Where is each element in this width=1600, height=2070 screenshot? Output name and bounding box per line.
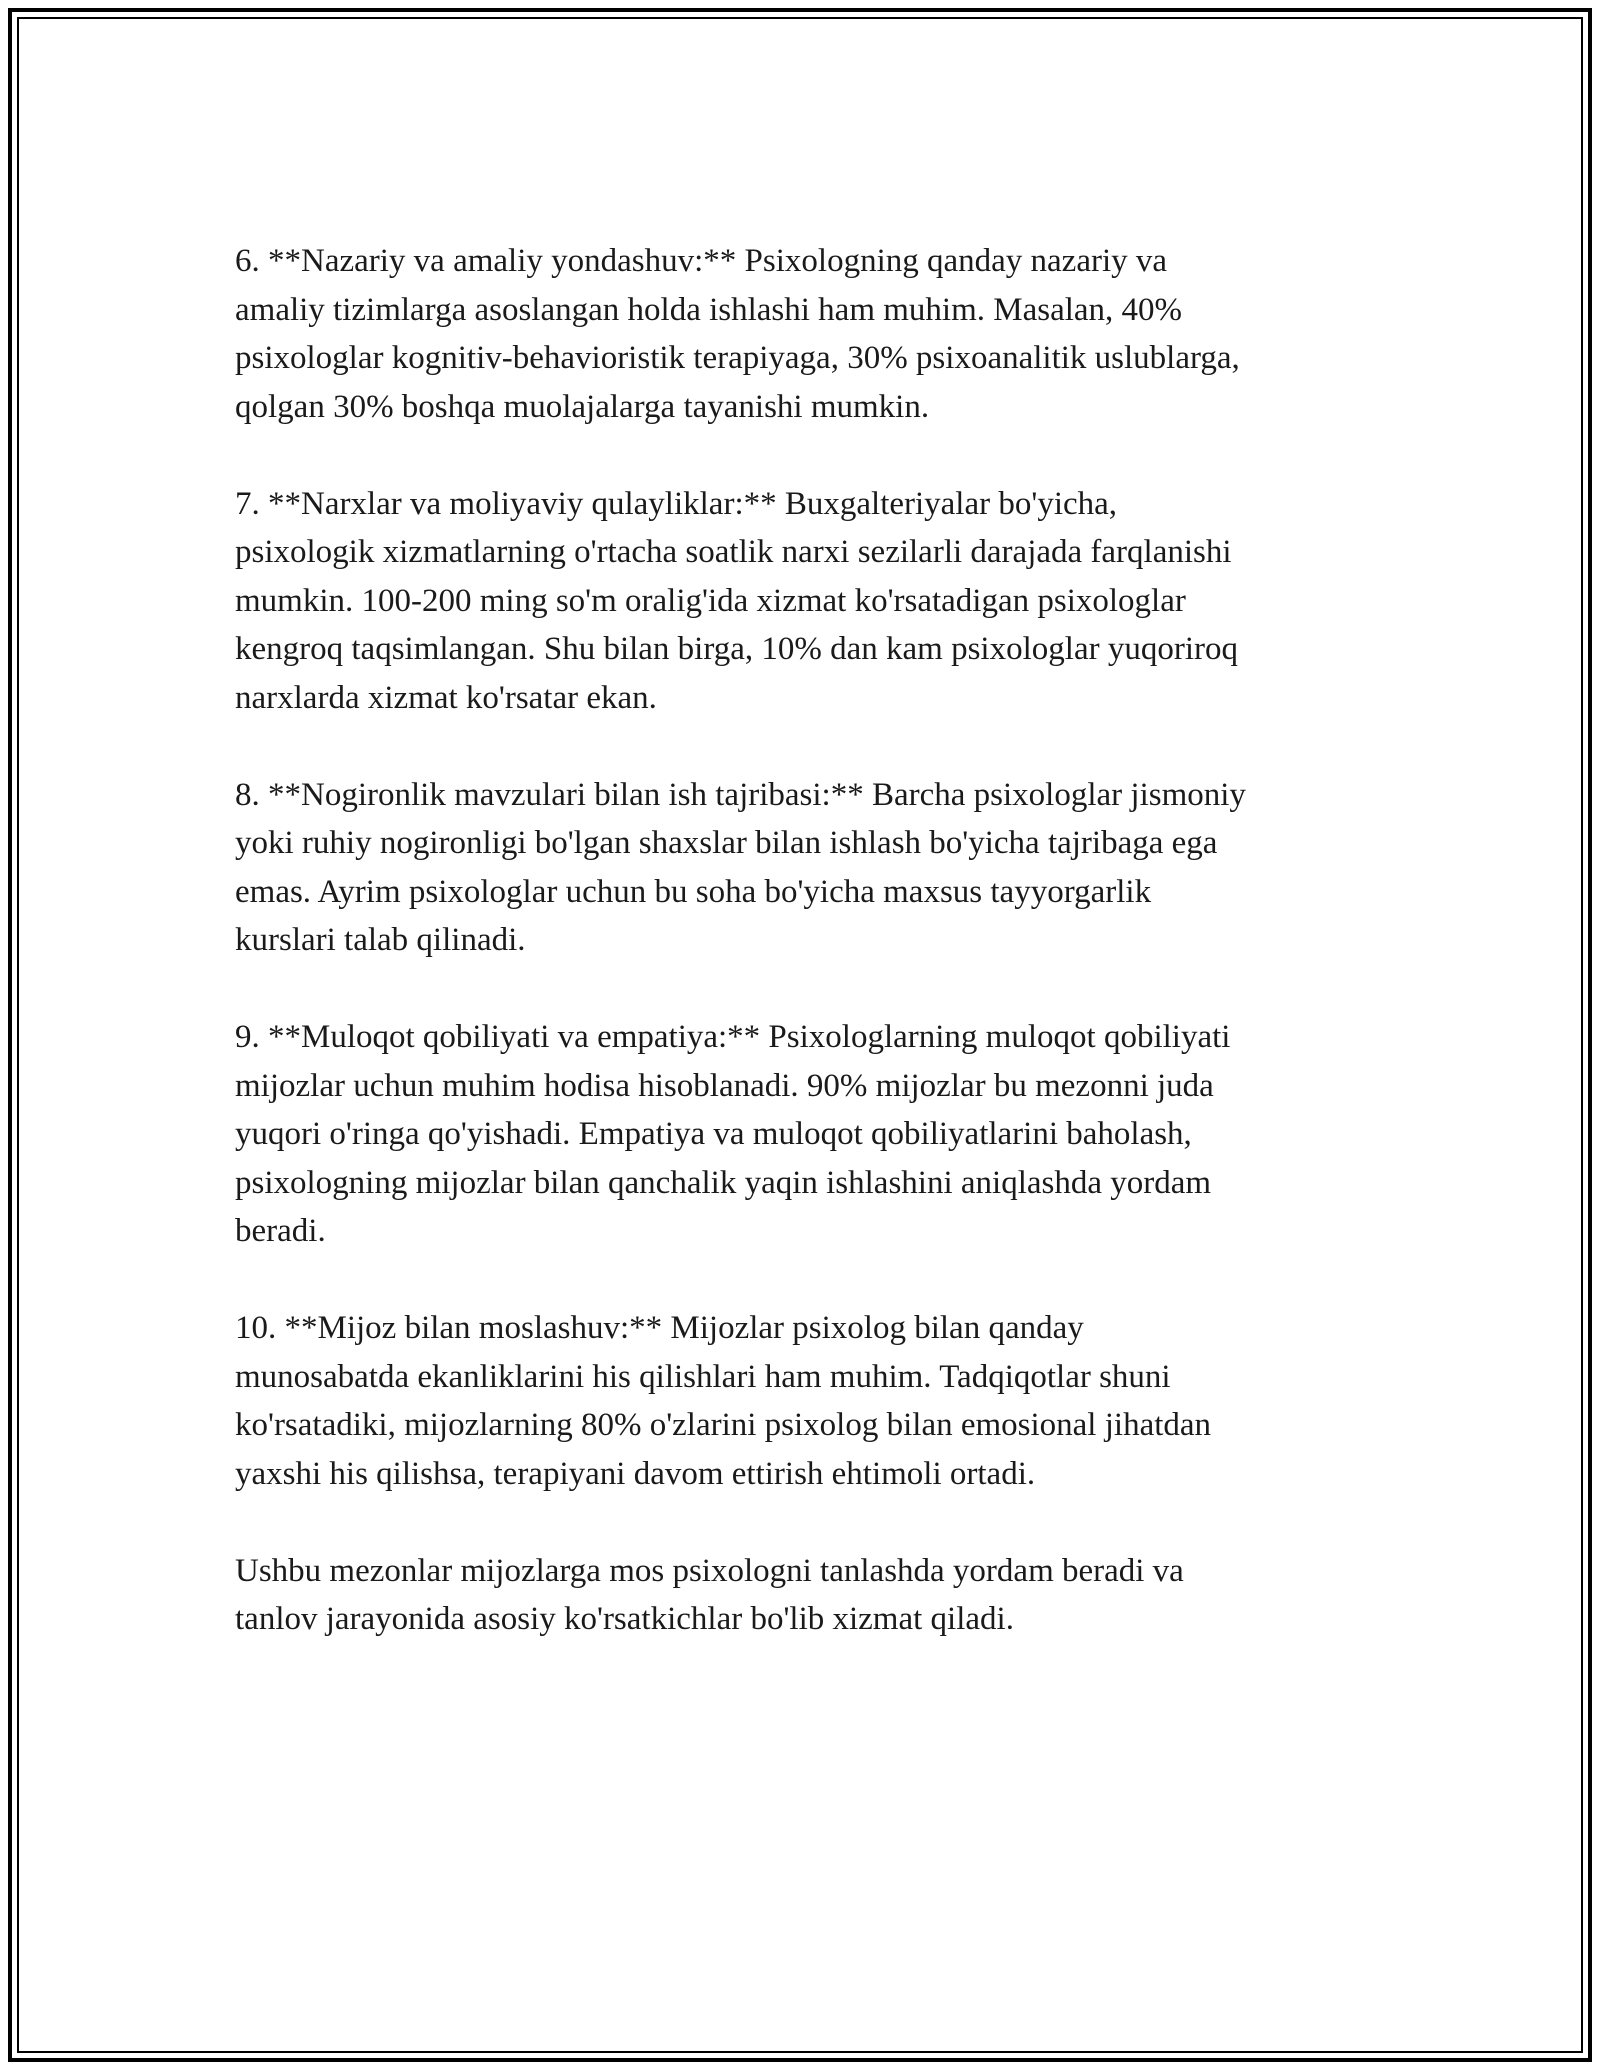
paragraph-conclusion: Ushbu mezonlar mijozlarga mos psixologni tanlashda yordam beradi va tanlov jarayonida asosiy ko'rsatkichlar bo'lib xizmat qiladi. [235,1552,1184,1637]
paragraph-item-10: 10. **Mijoz bilan moslashuv:** Mijozlar psixolog bilan qanday munosabatda ekanliklarini his qilishlari ham muhim. Tadqiqotlar shuni ko'rsatadiki, mijozlarning 80% o'zlarini psixolog bilan emosional jihatdan yaxshi his qilishsa, terapiyani davom ettirish ehtimoli ortadi. [235,1310,1212,1492]
paragraph-item-6: 6. **Nazariy va amaliy yondashuv:** Psixologning qanday nazariy va amaliy tizimlarga asoslangan holda ishlashi ham muhim. Masalan, 40% psixologlar kognitiv-behavioristik terapiyaga, 30% psixoanalitik uslublarga, qolgan 30% boshqa muolajalarga tayanishi mumkin. [235,243,1240,425]
paragraph-item-7: 7. **Narxlar va moliyaviy qulayliklar:** Buxgalteriyalar bo'yicha, psixologik xizmatlarning o'rtacha soatlik narxi sezilarli darajada farqlanishi mumkin. 100-200 ming so'm oralig'ida xizmat ko'rsatadigan psixologlar kengroq taqsimlangan. Shu bilan birga, 10% dan kam psixologlar yuqoriroq narxlarda xizmat ko'rsatar ekan. [235,485,1238,716]
paragraph-item-9: 9. **Muloqot qobiliyati va empatiya:** Psixologlarning muloqot qobiliyati mijozlar uchun muhim hodisa hisoblanadi. 90% mijozlar bu mezonni juda yuqori o'ringa qo'yishadi. Empatiya va muloqot qobiliyatlarini baholash, psixologning mijozlar bilan qanchalik yaqin ishlashini aniqlashda yordam beradi. [235,1019,1231,1249]
document-body [235,237,1365,1644]
paragraph-item-8: 8. **Nogironlik mavzulari bilan ish tajribasi:** Barcha psixologlar jismoniy yoki ruhiy nogironligi bo'lgan shaxslar bilan ishlash bo'yicha tajribaga ega emas. Ayrim psixologlar uchun bu soha bo'yicha maxsus tayyorgarlik kurslari talab qilinadi. [235,776,1246,958]
